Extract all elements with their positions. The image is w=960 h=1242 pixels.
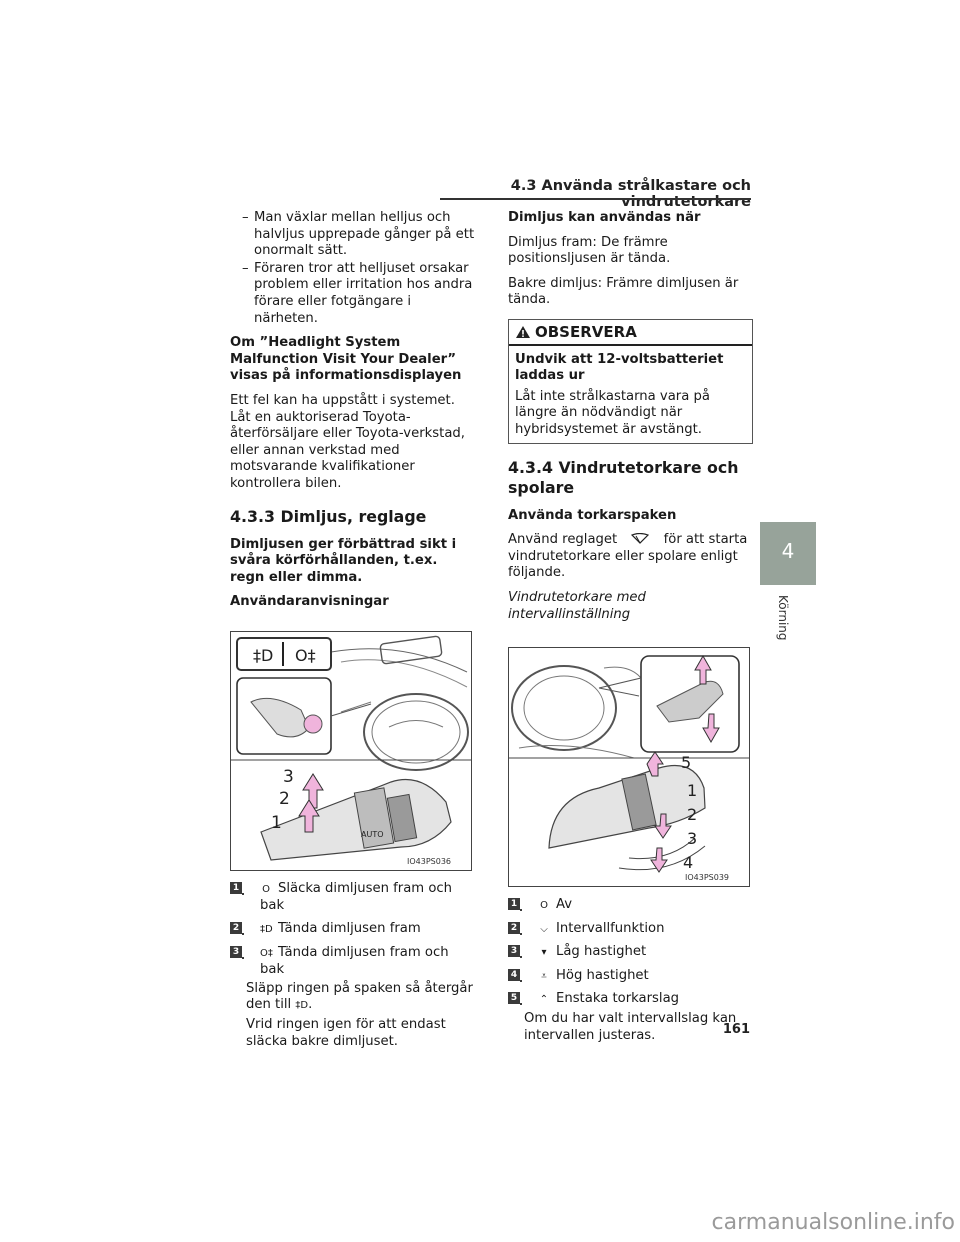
bullet-mark: – [242,260,249,276]
bullet-mark: – [242,210,249,225]
instructions-heading: Användaranvisningar [230,594,389,610]
callout-2: 2 [279,788,290,809]
legend-item: 5 ⌃ Enstaka torkarslag Om du har valt intervallslag kan intervallen justeras. [508,991,753,1044]
legend-number: 3 [230,946,242,958]
section-title-fog: 4.3.3 Dimljus, reglage [230,506,427,526]
legend-number: 5 [508,992,520,1004]
legend-number: 2 [230,922,242,934]
lever-text: Använd reglaget för att starta vindrutetorkare eller spolare enligt följande. [508,532,748,581]
fog-usage-heading: Dimljus kan användas när [508,210,701,225]
legend-note: Släpp ringen på spaken så återgår den till ‡D. [246,980,473,1013]
legend-item: 3 ▾ Låg hastighet [508,944,753,962]
notice-header [509,320,752,346]
intermittent-icon: ⌵ [540,923,548,935]
left-column [230,210,475,1056]
bullet-item: – Föraren tror att helljuset orsakar problem eller irritation hos andra förare eller fotgängare i närheten. [242,260,473,326]
warning-icon [515,325,531,339]
wiper-icon [631,533,649,545]
fog-usage-front: Dimljus fram: De främre positionsljusen är tända. [508,234,671,267]
message-text: Ett fel kan ha uppstått i systemet. Låt en auktoriserad Toyota-återförsäljare eller Toyota-verkstad, eller annan verkstad med motsvarande kvalifikationer kontrollera bilen. [230,392,465,491]
section-title-wipers: 4.3.4 Vindrutetorkare och spolare [508,457,739,497]
mist-icon: ⌃ [539,994,549,1006]
legend-item: 2 ⌵ Intervallfunktion [508,921,753,939]
figure-code: IO43PS036 [407,856,452,866]
notice-body [509,346,752,443]
legend-number: 4 [508,969,520,981]
legend-number: 3 [508,945,520,957]
callout-1: 1 [271,812,282,833]
message-heading: Om ”Headlight System Malfunction Visit Your Dealer” visas på informationsdisplayen [230,335,462,384]
callout-1: 1 [687,781,698,801]
section-intro: Dimljusen ger förbättrad sikt i svåra körförhållanden, t.ex. regn eller dimma. [230,536,457,585]
front-fog-icon: ‡D [260,924,273,936]
legend-item: 1 O Av [508,897,753,915]
legend-note: Om du har valt intervallslag kan intervallen justeras. [524,1011,737,1043]
legend-number: 1 [230,882,242,894]
off-icon: O [540,900,548,912]
legend-number: 2 [508,922,520,934]
page-number: 161 [722,1022,750,1037]
chapter-label: Körning [776,595,790,641]
callout-2: 2 [687,805,698,825]
wiper-lever-figure [508,647,750,887]
legend-item: 4 ⩡ Hög hastighet [508,968,753,986]
notice-title: OBSERVERA [535,322,637,341]
chapter-header: 4.3 Använda strålkastare och vindrutetorkare [510,178,751,210]
header-rule [440,198,751,200]
fog-switch-illustration [231,632,471,870]
notice-box [508,319,753,444]
callout-4: 4 [683,853,694,873]
auto-label: AUTO [361,829,384,839]
notice-subtitle: Undvik att 12-voltsbatteriet laddas ur [515,351,724,384]
figure-code: IO43PS039 [685,873,730,883]
legend-number: 1 [508,898,520,910]
legend-item: 2 ‡D Tända dimljusen fram [230,921,475,939]
front-fog-icon: ‡D [295,1000,309,1012]
o-icon: O [262,883,270,895]
callout-5: 5 [681,753,692,773]
low-speed-icon: ▾ [541,947,547,959]
wiper-lever-illustration [509,648,749,886]
fog-usage-rear: Bakre dimljus: Främre dimljusen är tända. [508,275,739,308]
legend-note: Vrid ringen igen för att endast släcka bakre dimljuset. [246,1017,446,1049]
svg-text:O‡: O‡ [295,645,316,665]
callout-3: 3 [687,829,698,849]
notice-text: Låt inte strålkastarna vara på längre än nödvändigt när hybridsystemet är avstängt. [515,388,710,437]
watermark: carmanualsonline.info [711,1210,955,1235]
lever-heading: Använda torkarspaken [508,507,677,523]
fog-switch-figure [230,631,472,871]
high-speed-icon: ⩡ [541,970,547,982]
legend-item: 1 O Släcka dimljusen fram och bak [230,881,475,915]
callout-3: 3 [283,766,294,787]
svg-text:‡D: ‡D [253,645,274,665]
right-column [508,210,753,1050]
rear-fog-icon: O‡ [260,947,273,959]
intermittent-caption: Vindrutetorkare med intervallinställning [508,589,646,622]
legend-item: 3 O‡ Tända dimljusen fram och bak Släpp ringen på spaken så återgår den till ‡D. Vrid ringen igen för att endast släcka bakre dimljuset. [230,945,475,1051]
chapter-tab: 4 [760,522,816,585]
bullet-item: – Man växlar mellan helljus och halvljus upprepade gånger på ett onormalt sätt. [242,210,475,259]
